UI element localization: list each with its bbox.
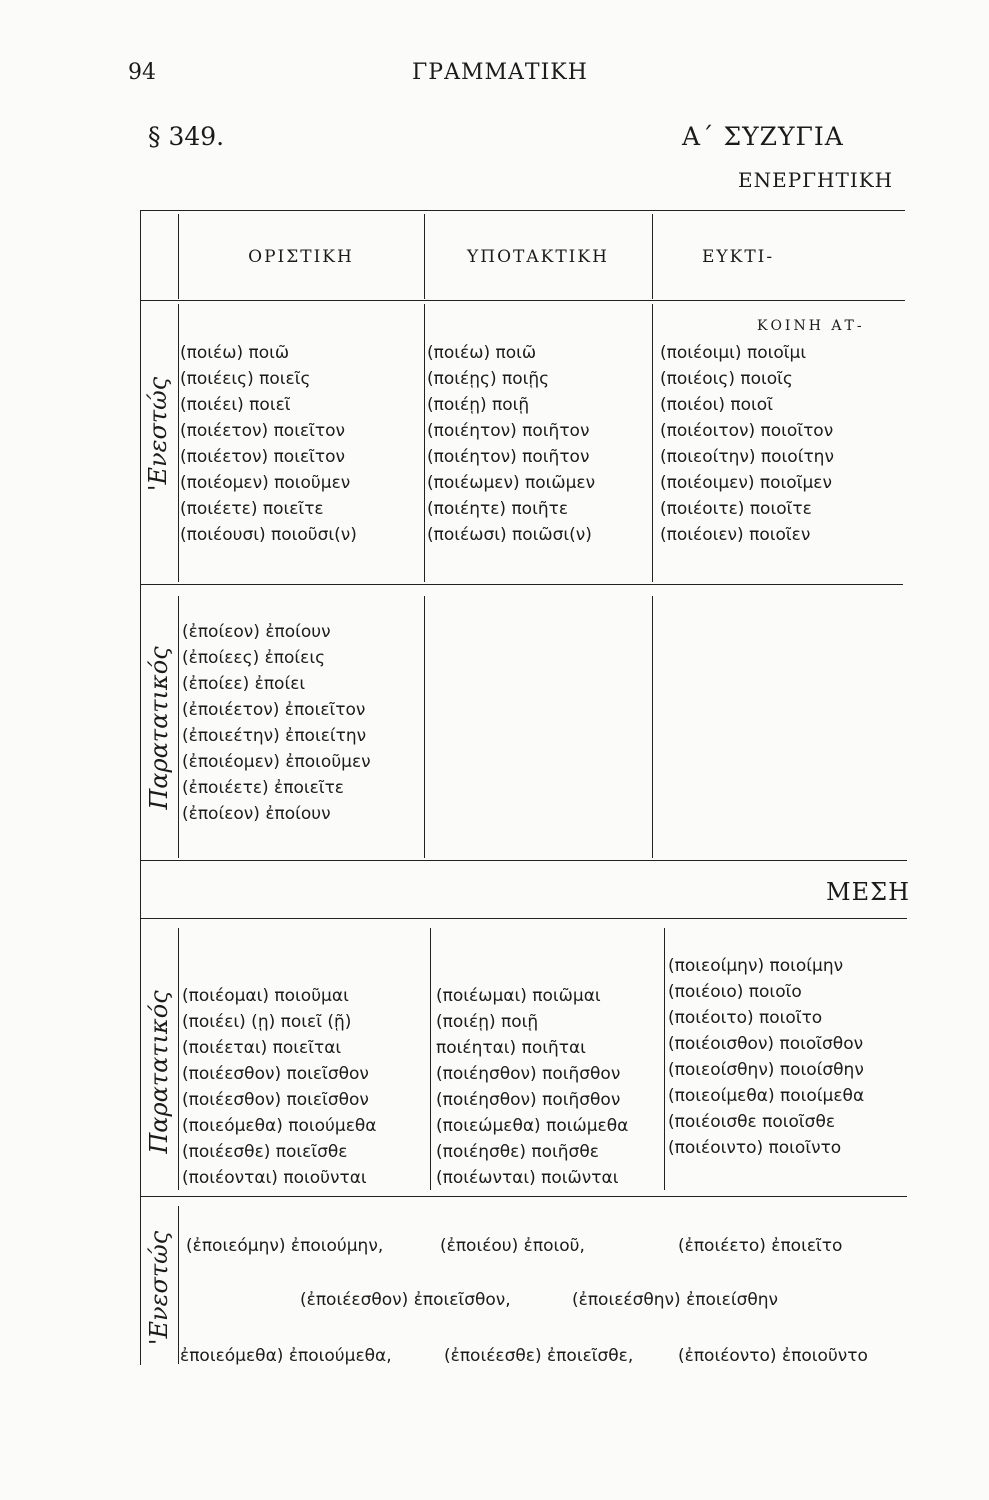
form: (ποιέωμεν) ποιῶμεν [427,473,596,493]
form: (ποιέησθον) ποιῆσθον [436,1090,621,1110]
form: (ποιέοι) ποιοῖ [660,395,773,415]
form: (ἐποίεον) ἐποίουν [182,622,331,642]
form: (ποιεοίμεθα) ποιοίμεθα [668,1086,865,1106]
rule [652,596,653,858]
form: (ποιέοιτε) ποιοῖτε [660,499,812,519]
form: (ποιέω) ποιῶ [180,343,290,363]
form: (ποιεώμεθα) ποιώμεθα [436,1116,629,1136]
form: (ποιεοίσθην) ποιοίσθην [668,1060,864,1080]
form: (ποιέωσι) ποιῶσι(ν) [427,525,592,545]
form: (ποιέεσθε) ποιεῖσθε [182,1142,348,1162]
rule [140,1196,907,1197]
form: (ἐποιεόμην) ἐποιούμην, [186,1236,384,1256]
form: (ποιέησθε) ποιῆσθε [436,1142,599,1162]
form: (ποιέεσθον) ποιεῖσθον [182,1090,369,1110]
form: (ποιέεται) ποιεῖται [182,1038,342,1058]
form: (ποιέωμαι) ποιῶμαι [436,986,601,1006]
optative-subheader: ΚΟΙΝΗ ΑΤ- [757,318,865,334]
form: (ποιέοιμεν) ποιοῖμεν [660,473,832,493]
voice-active-title: ΕΝΕΡΓΗΤΙΚΗ [738,168,894,192]
running-head: ΓΡΑΜΜΑΤΙΚΗ [412,60,588,85]
row-label-imperfect: Παρατατικός [145,646,173,810]
rule [140,300,905,301]
form: (ἐποίεον) ἐποίουν [182,804,331,824]
form: (ποιέητον) ποιῆτον [427,421,590,441]
rule [140,210,141,1365]
form: (ποιέει) (ῃ) ποιεῖ (ῇ) [182,1012,352,1032]
form: (ποιέουσι) ποιοῦσι(ν) [180,525,357,545]
form: (ποιέῃ) ποιῇ [427,395,530,415]
rule [652,304,653,582]
rule [424,596,425,858]
conjugation-title: Α΄ ΣΥΖΥΓΙΑ [682,122,844,151]
form: (ποιεοίμην) ποιοίμην [668,956,844,976]
form: (ποιέετον) ποιεῖτον [180,421,346,441]
form: (ποιεόμεθα) ποιούμεθα [182,1116,377,1136]
rule [140,860,907,861]
form: (ἐποιέετο) ἐποιεῖτο [678,1236,843,1256]
form: (ποιέοιο) ποιοῖο [668,982,802,1002]
voice-middle-title: ΜΕΣΗ [826,878,910,906]
form: (ποιέῃ) ποιῇ [436,1012,539,1032]
form: (ἐποιέετε) ἐποιεῖτε [182,778,344,798]
form: (ποιεοίτην) ποιοίτην [660,447,834,467]
row-label-present-middle: Παρατατικός [145,990,173,1154]
form: (ποιέῃς) ποιῇς [427,369,550,389]
form: ποιέηται) ποιῆται [436,1038,586,1058]
form: (ποιέοισθε ποιοῖσθε [668,1112,836,1132]
rule [140,584,903,585]
form: (ποιέομαι) ποιοῦμαι [182,986,349,1006]
column-header-optative: ΕΥΚΤΙ- [702,247,775,267]
form: (ποιέει) ποιεῖ [180,395,291,415]
form: ἐποιεόμεθα) ἐποιούμεθα, [180,1346,392,1366]
form: (ποιέητον) ποιῆτον [427,447,590,467]
form: (ποιέοιτον) ποιοῖτον [660,421,834,441]
form: (ποιέονται) ποιοῦνται [182,1168,367,1188]
form: (ἐποιέου) ἐποιοῦ, [440,1236,585,1256]
form: (ποιέεις) ποιεῖς [180,369,311,389]
form: (ποιέοις) ποιοῖς [660,369,793,389]
form: (ἐποίεες) ἐποίεις [182,648,326,668]
column-header-indicative: ΟΡΙΣΤΙΚΗ [248,247,354,267]
rule [430,928,431,1190]
rule [178,928,179,1190]
form: (ἐποιέομεν) ἐποιοῦμεν [182,752,371,772]
form: (ἐποιέεσθε) ἐποιεῖσθε, [444,1346,634,1366]
form: (ποιέοιτο) ποιοῖτο [668,1008,823,1028]
row-label-imperfect-middle: 'Ενεστώς [145,1230,173,1346]
rule [424,304,425,582]
form: (ἐποίεε) ἐποίει [182,674,306,694]
rule [178,304,179,582]
rule [664,928,665,1190]
page-number: 94 [128,60,156,85]
form: (ἐποιέεσθον) ἐποιεῖσθον, [300,1290,511,1310]
form: (ποιέησθον) ποιῆσθον [436,1064,621,1084]
form: (ποιέοιμι) ποιοῖμι [660,343,807,363]
form: (ποιέοισθον) ποιοῖσθον [668,1034,864,1054]
form: (ποιέεσθον) ποιεῖσθον [182,1064,369,1084]
form: (ἐποιέοντο) ἐποιοῦντο [678,1346,868,1366]
form: (ποιέετον) ποιεῖτον [180,447,346,467]
rule [140,918,907,919]
rule [140,210,905,211]
row-label-present: 'Ενεστώς [144,376,172,492]
form: (ἐποιεέσθην) ἐποιείσθην [572,1290,779,1310]
form: (ἐποιέετον) ἐποιεῖτον [182,700,366,720]
section-number: § 349. [148,122,225,151]
form: (ποιέητε) ποιῆτε [427,499,569,519]
form: (ἐποιεέτην) ἐποιείτην [182,726,367,746]
form: (ποιέοιντο) ποιοῖντο [668,1138,842,1158]
rule [178,1206,179,1364]
form: (ποιέοιεν) ποιοῖεν [660,525,811,545]
form: (ποιέομεν) ποιοῦμεν [180,473,351,493]
rule [178,596,179,858]
form: (ποιέετε) ποιεῖτε [180,499,324,519]
form: (ποιέωνται) ποιῶνται [436,1168,619,1188]
column-header-subjunctive: ΥΠΟΤΑΚΤΙΚΗ [467,247,609,267]
form: (ποιέω) ποιῶ [427,343,537,363]
